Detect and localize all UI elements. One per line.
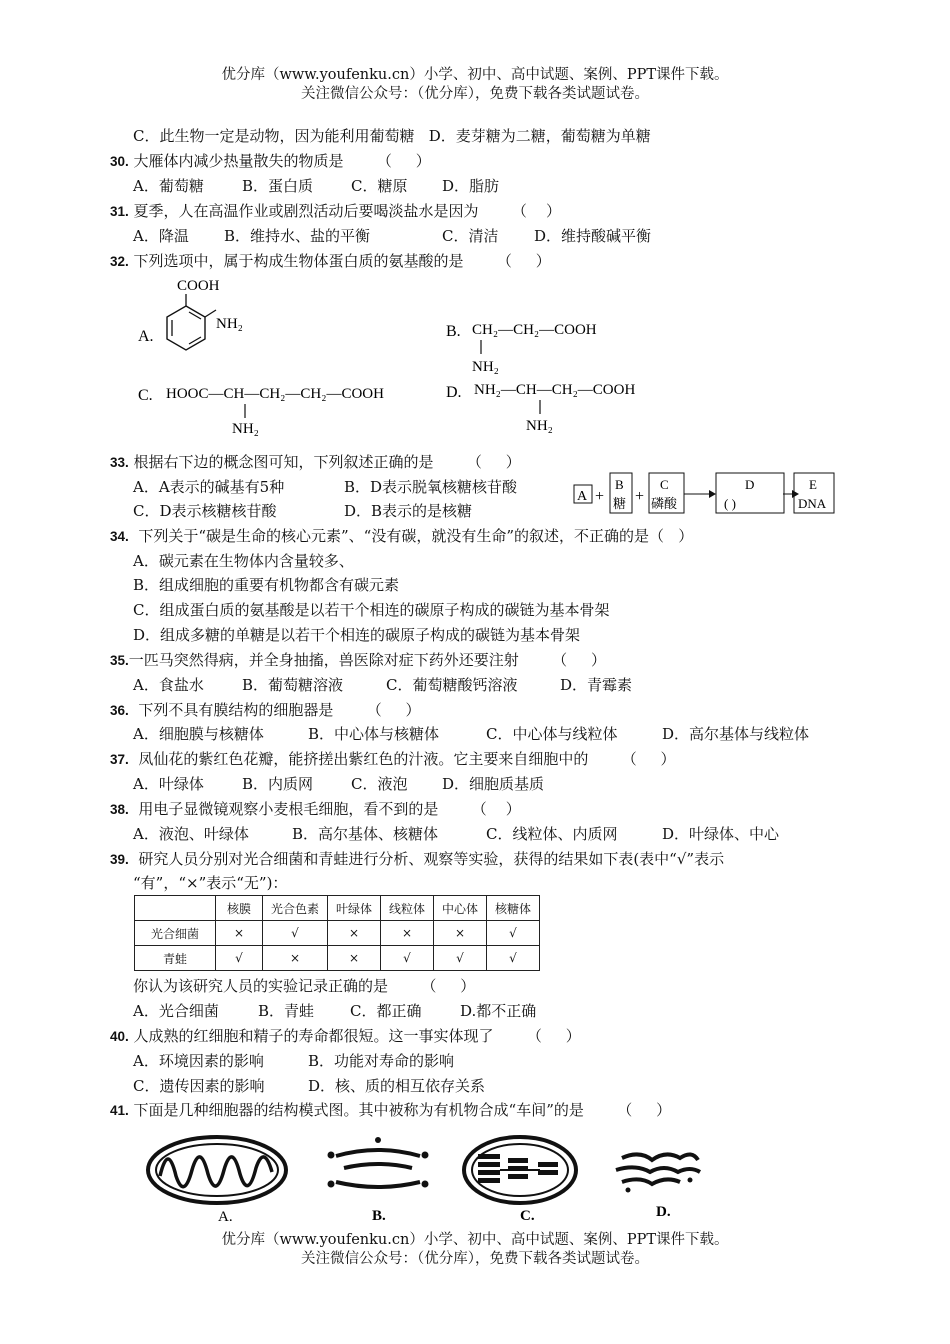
table-cell: × <box>216 921 263 946</box>
q33-option-b: B．D表示脱氧核糖核苷酸 <box>344 478 518 496</box>
q29-options-tail: C．此生物一定是动物，因为能利用葡萄糖 D．麦芽糖为二糖，葡萄糖为单糖 <box>133 127 651 145</box>
table-header-cell: 光合色素 <box>263 896 328 921</box>
map-node-d1: D <box>745 477 755 492</box>
table-header-cell: 核糖体 <box>487 896 540 921</box>
q39-stem-cont: “有”，“×”表示“无”)： <box>133 874 288 892</box>
q34-option-b: B．组成细胞的重要有机物都含有碳元素 <box>133 576 400 594</box>
chloroplast-figure <box>464 1137 576 1203</box>
table-header-cell: 中心体 <box>434 896 487 921</box>
map-node-c1: C <box>660 477 669 492</box>
table-header-cell: 核膜 <box>216 896 263 921</box>
table-header-cell <box>135 896 216 921</box>
q36-number: 36. <box>110 703 129 718</box>
q38-option-a: A．液泡、叶绿体 <box>133 825 249 843</box>
q38-stem <box>110 799 521 820</box>
q32-b-chain: CH₂—CH₂—COOH <box>472 322 597 338</box>
header-line-1: 优分库（www.youfenku.cn）小学、初中、高中试题、案例、PPT课件下载。 <box>221 67 729 83</box>
q36-option-a: A．细胞膜与核糖体 <box>133 725 264 743</box>
q32-a-nh2: NH₂ <box>216 316 243 332</box>
q34-option-c: C．组成蛋白质的氨基酸是以若干个相连的碳原子构成的碳链为基本骨架 <box>133 601 610 619</box>
q37-option-d: D．细胞质基质 <box>442 775 545 793</box>
footer-line-2: 关注微信公众号：（优分库），免费下载各类试题试卷。 <box>301 1251 649 1267</box>
q31-option-b: B．维持水、盐的平衡 <box>224 227 371 245</box>
q31-option-c: C．清洁 <box>442 227 499 245</box>
q40-option-c: C．遗传因素的影响 <box>133 1077 265 1095</box>
er-figure <box>616 1154 700 1192</box>
q32-stem <box>110 251 551 272</box>
header-line-2: 关注微信公众号：（优分库），免费下载各类试题试卷。 <box>301 86 649 102</box>
q30-text: 大雁体内减少热量散失的物质是 （ ） <box>128 152 431 170</box>
table-cell: 光合细菌 <box>135 921 216 946</box>
q32-b-label: B. <box>446 323 461 340</box>
footer-line-1: 优分库（www.youfenku.cn）小学、初中、高中试题、案例、PPT课件下载。 <box>221 1232 729 1248</box>
q41-stem <box>110 1100 671 1121</box>
map-node-a: A <box>577 489 588 504</box>
q33-stem <box>110 452 521 473</box>
q39-table <box>134 895 540 971</box>
q41-text: 下面是几种细胞器的结构模式图。其中被称为有机物合成“车间”的是 （ ） <box>128 1101 672 1119</box>
q32-number: 32. <box>110 254 129 269</box>
q40-number: 40. <box>110 1029 129 1044</box>
q39-option-b: B．青蛙 <box>258 1002 315 1020</box>
golgi-figure <box>328 1137 429 1188</box>
map-node-e2: DNA <box>798 496 827 511</box>
q30-option-a: A．葡萄糖 <box>133 177 204 195</box>
q36-stem <box>110 700 421 721</box>
q35-option-a: A．食盐水 <box>133 676 204 694</box>
q34-stem <box>110 526 693 547</box>
q36-text: 下列不具有膜结构的细胞器是 （ ） <box>128 701 421 719</box>
q34-number: 34. <box>110 529 129 544</box>
q32-d-nh2: NH₂ <box>526 418 553 434</box>
q40-option-d: D．核、质的相互依存关系 <box>308 1077 486 1095</box>
q39-option-d: D.都不正确 <box>460 1002 537 1020</box>
q33-concept-map <box>570 470 840 520</box>
q38-option-d: D．叶绿体、中心 <box>662 825 780 843</box>
q32-c-label: C. <box>138 387 153 404</box>
q31-number: 31. <box>110 204 129 219</box>
q39-ask: 你认为该研究人员的实验记录正确的是 （ ） <box>133 977 476 995</box>
table-row <box>135 921 540 946</box>
organelle-label-d: D. <box>656 1204 671 1220</box>
q39-stem <box>110 849 724 870</box>
q31-option-a: A．降温 <box>133 227 189 245</box>
organelle-label-a: A. <box>218 1209 233 1225</box>
table-cell: × <box>381 921 434 946</box>
q30-stem <box>110 151 431 172</box>
q32-b-nh2: NH₂ <box>472 359 499 375</box>
q36-option-d: D．高尔基体与线粒体 <box>662 725 810 743</box>
q39-option-c: C．都正确 <box>350 1002 422 1020</box>
table-header-cell: 叶绿体 <box>328 896 381 921</box>
q33-option-d: D．B表示的是核糖 <box>344 502 473 520</box>
table-cell: √ <box>487 921 540 946</box>
q40-option-a: A．环境因素的影响 <box>133 1052 264 1070</box>
q39-number: 39. <box>110 852 129 867</box>
q30-number: 30. <box>110 154 129 169</box>
q31-text: 夏季，人在高温作业或剧烈活动后要喝淡盐水是因为 （ ） <box>128 202 562 220</box>
q38-option-c: C．线粒体、内质网 <box>486 825 618 843</box>
q36-option-c: C．中心体与线粒体 <box>486 725 618 743</box>
q35-stem <box>110 650 606 671</box>
table-cell: √ <box>487 946 540 971</box>
table-cell: × <box>434 921 487 946</box>
q37-option-a: A．叶绿体 <box>133 775 204 793</box>
table-header-cell: 线粒体 <box>381 896 434 921</box>
q30-option-d: D．脂肪 <box>442 177 500 195</box>
q34-option-d: D．组成多糖的单糖是以若干个相连的碳原子构成的碳链为基本骨架 <box>133 626 581 644</box>
table-cell: √ <box>263 921 328 946</box>
q32-a-cooh: COOH <box>177 278 220 294</box>
map-plus-2: + <box>635 488 645 505</box>
q39-option-a: A．光合细菌 <box>133 1002 219 1020</box>
map-node-b2: 糖 <box>613 496 627 511</box>
q35-option-c: C．葡萄糖酸钙溶液 <box>386 676 518 694</box>
map-node-e1: E <box>809 477 817 492</box>
q35-number: 35. <box>110 653 129 668</box>
q32-d-label: D. <box>446 384 462 401</box>
q35-option-d: D．青霉素 <box>560 676 633 694</box>
q37-option-c: C．液泡 <box>351 775 408 793</box>
table-cell: √ <box>381 946 434 971</box>
table-cell: × <box>328 946 381 971</box>
q34-option-a: A．碳元素在生物体内含量较多、 <box>133 552 354 570</box>
q32-c-nh2: NH₂ <box>232 421 259 437</box>
table-cell: × <box>328 921 381 946</box>
q36-option-b: B．中心体与核糖体 <box>308 725 440 743</box>
q37-option-b: B．内质网 <box>242 775 314 793</box>
q33-number: 33. <box>110 455 129 470</box>
q35-text: 一匹马突然得病，并全身抽搐，兽医除对症下药外还要注射 （ ） <box>128 651 607 669</box>
q37-stem <box>110 749 676 770</box>
q41-organelles <box>0 1128 950 1228</box>
q40-text: 人成熟的红细胞和精子的寿命都很短。这一事实体现了 （ ） <box>128 1027 581 1045</box>
organelle-label-c: C. <box>520 1208 535 1224</box>
q32-a-label: A. <box>138 328 154 345</box>
table-cell: × <box>263 946 328 971</box>
mitochondrion-figure <box>148 1137 286 1203</box>
q37-number: 37. <box>110 752 129 767</box>
q33-option-a: A．A表示的碱基有5种 <box>133 478 285 496</box>
map-node-d2: ( ) <box>724 496 736 511</box>
q31-option-d: D．维持酸碱平衡 <box>534 227 652 245</box>
q30-option-b: B．蛋白质 <box>242 177 314 195</box>
q37-text: 凤仙花的紫红色花瓣，能挤搓出紫红色的汁液。它主要来自细胞中的 （ ） <box>128 750 676 768</box>
q32-text: 下列选项中，属于构成生物体蛋白质的氨基酸的是 （ ） <box>128 252 551 270</box>
table-cell: 青蛙 <box>135 946 216 971</box>
q33-option-c: C．D表示核糖核苷酸 <box>133 502 277 520</box>
q38-option-b: B．高尔基体、核糖体 <box>292 825 439 843</box>
q39-text: 研究人员分别对光合细菌和青蛙进行分析、观察等实验，获得的结果如下表(表中“√”表示 <box>128 850 725 868</box>
q30-option-c: C．糖原 <box>351 177 408 195</box>
q34-text: 下列关于“碳是生命的核心元素”、“没有碳，就没有生命”的叙述，不正确的是（ ） <box>128 527 694 545</box>
q40-option-b: B．功能对寿命的影响 <box>308 1052 455 1070</box>
organelle-label-b: B. <box>372 1208 386 1224</box>
q32-structures <box>0 270 950 440</box>
table-row <box>135 946 540 971</box>
q40-stem <box>110 1026 581 1047</box>
benzene-ring <box>167 306 205 350</box>
q33-text: 根据右下边的概念图可知，下列叙述正确的是 （ ） <box>128 453 521 471</box>
map-node-c2: 磷酸 <box>651 496 678 511</box>
table-cell: √ <box>216 946 263 971</box>
q32-d-chain: NH₂—CH—CH₂—COOH <box>474 382 636 398</box>
q38-number: 38. <box>110 802 129 817</box>
table-header-row <box>135 896 540 921</box>
q32-c-chain: HOOC—CH—CH₂—CH₂—COOH <box>166 386 384 402</box>
q41-number: 41. <box>110 1103 129 1118</box>
map-node-b1: B <box>615 477 624 492</box>
q35-option-b: B．葡萄糖溶液 <box>242 676 344 694</box>
q38-text: 用电子显微镜观察小麦根毛细胞，看不到的是 （ ） <box>128 800 521 818</box>
table-cell: √ <box>434 946 487 971</box>
map-plus-1: + <box>595 488 605 505</box>
q31-stem <box>110 201 561 222</box>
